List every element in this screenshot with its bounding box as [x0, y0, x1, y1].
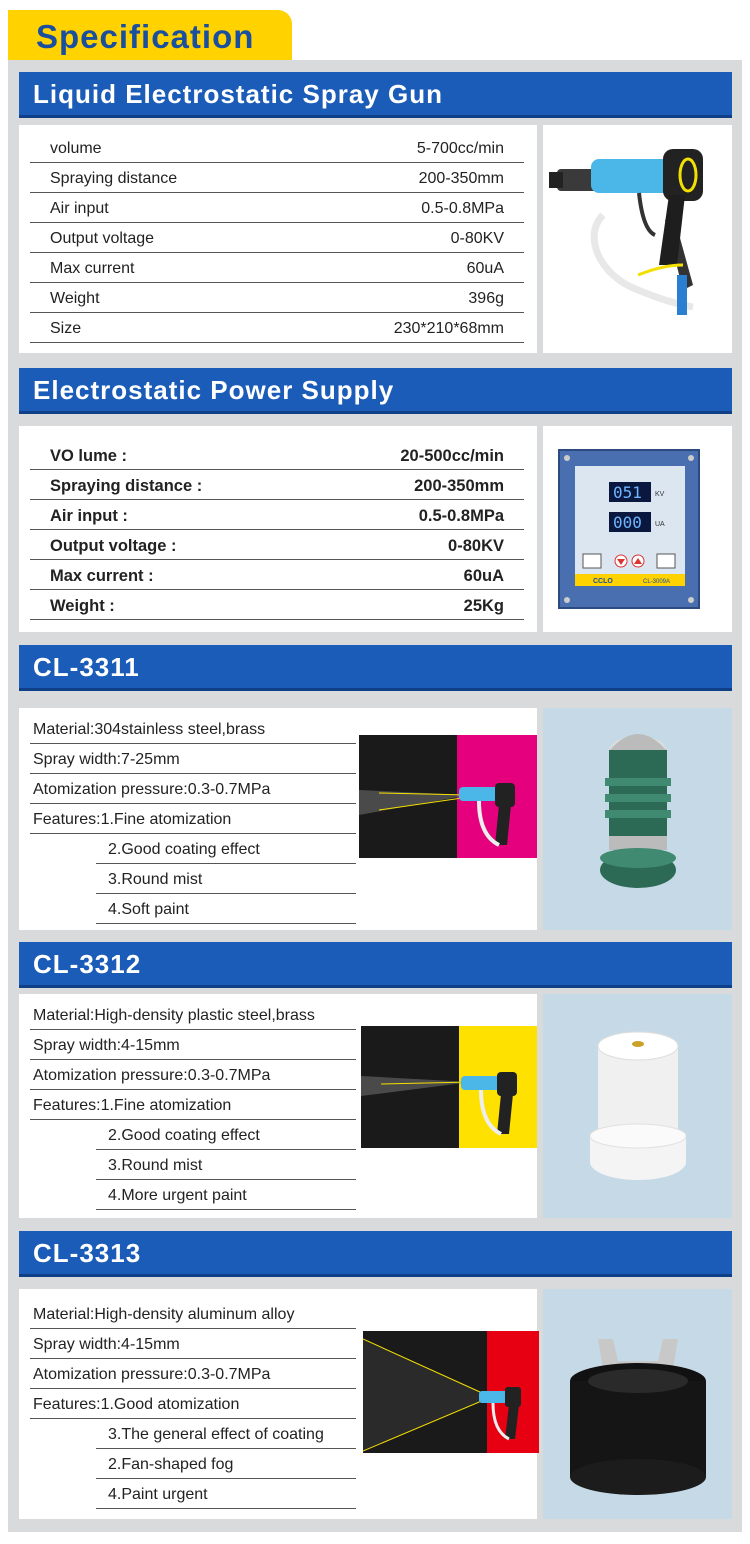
feature-row: 4.Soft paint: [96, 894, 356, 924]
spec-row: Output voltage 0-80KV: [30, 223, 524, 253]
feature-row: Features:1.Fine atomization: [30, 804, 356, 834]
feature-row: 4.More urgent paint: [96, 1180, 356, 1210]
section-title-cl-3311: CL-3311: [19, 645, 732, 691]
cl-3313-features: [30, 1299, 356, 1509]
page-title: Specification: [8, 10, 292, 60]
cl-3311-features: [30, 714, 356, 924]
cl-3313-nozzle-image: [543, 1289, 732, 1519]
cl-3311-nozzle-image: [543, 708, 732, 930]
cl-3312-panel: [19, 994, 537, 1218]
feature-row: 2.Good coating effect: [96, 834, 356, 864]
power-supply-spec-table: [30, 440, 524, 620]
feature-row: 4.Paint urgent: [96, 1479, 356, 1509]
feature-row: 3.Round mist: [96, 1150, 356, 1180]
power-supply-spec-panel: [19, 426, 537, 632]
spec-row: VO lume : 20-500cc/min: [30, 440, 524, 470]
cl-3312-spray-image: [361, 1026, 537, 1148]
spec-row: Weight : 25Kg: [30, 590, 524, 620]
spray-gun-spec-table: [30, 133, 524, 343]
cl-3313-panel: [19, 1289, 537, 1519]
cl-3312-nozzle-photo: [543, 994, 732, 1218]
spec-row: volume 5-700cc/min: [30, 133, 524, 163]
power-supply-photo: [543, 426, 732, 632]
cl-3312-features: [30, 1000, 356, 1210]
feature-row: Spray width:7-25mm: [30, 744, 356, 774]
power-supply-image: [543, 426, 732, 632]
ua-unit: UA: [655, 521, 665, 528]
feature-row: Material:High-density plastic steel,brass: [30, 1000, 356, 1030]
spec-row: Air input 0.5-0.8MPa: [30, 193, 524, 223]
spec-row: Max current 60uA: [30, 253, 524, 283]
feature-row: Atomization pressure:0.3-0.7MPa: [30, 1060, 356, 1090]
feature-row: Material:304stainless steel,brass: [30, 714, 356, 744]
feature-row: 2.Good coating effect: [96, 1120, 356, 1150]
feature-row: 3.The general effect of coating: [96, 1419, 356, 1449]
spec-row: Size 230*210*68mm: [30, 313, 524, 343]
cl-3311-spray-image: [359, 735, 537, 858]
spec-row: Weight 396g: [30, 283, 524, 313]
device-model: CL-3009A: [643, 579, 671, 585]
section-title-cl-3312: CL-3312: [19, 942, 732, 988]
spray-gun-photo: [543, 125, 732, 353]
spray-gun-spec-panel: [19, 125, 537, 353]
feature-row: 2.Fan-shaped fog: [96, 1449, 356, 1479]
section-title-spray-gun: Liquid Electrostatic Spray Gun: [19, 72, 732, 118]
feature-row: Atomization pressure:0.3-0.7MPa: [30, 774, 356, 804]
cl-3312-nozzle-image: [543, 994, 732, 1218]
kv-display: 051: [613, 483, 642, 502]
feature-row: 3.Round mist: [96, 864, 356, 894]
feature-row: Features:1.Good atomization: [30, 1389, 356, 1419]
feature-row: Atomization pressure:0.3-0.7MPa: [30, 1359, 356, 1389]
spec-row: Spraying distance : 200-350mm: [30, 470, 524, 500]
cl-3313-nozzle-photo: [543, 1289, 732, 1519]
feature-row: Spray width:4-15mm: [30, 1329, 356, 1359]
feature-row: Spray width:4-15mm: [30, 1030, 356, 1060]
spec-row: Spraying distance 200-350mm: [30, 163, 524, 193]
ua-display: 000: [613, 513, 642, 532]
section-title-cl-3313: CL-3313: [19, 1231, 732, 1277]
device-brand: CCLO: [593, 578, 613, 585]
feature-row: Material:High-density aluminum alloy: [30, 1299, 356, 1329]
cl-3311-nozzle-photo: [543, 708, 732, 930]
section-title-power-supply: Electrostatic Power Supply: [19, 368, 732, 414]
cl-3311-panel: [19, 708, 537, 930]
spray-gun-image: [543, 125, 732, 353]
feature-row: Features:1.Fine atomization: [30, 1090, 356, 1120]
spec-row: Output voltage : 0-80KV: [30, 530, 524, 560]
spec-row: Max current : 60uA: [30, 560, 524, 590]
spec-row: Air input : 0.5-0.8MPa: [30, 500, 524, 530]
kv-unit: KV: [655, 491, 665, 498]
cl-3313-spray-image: [363, 1331, 539, 1453]
